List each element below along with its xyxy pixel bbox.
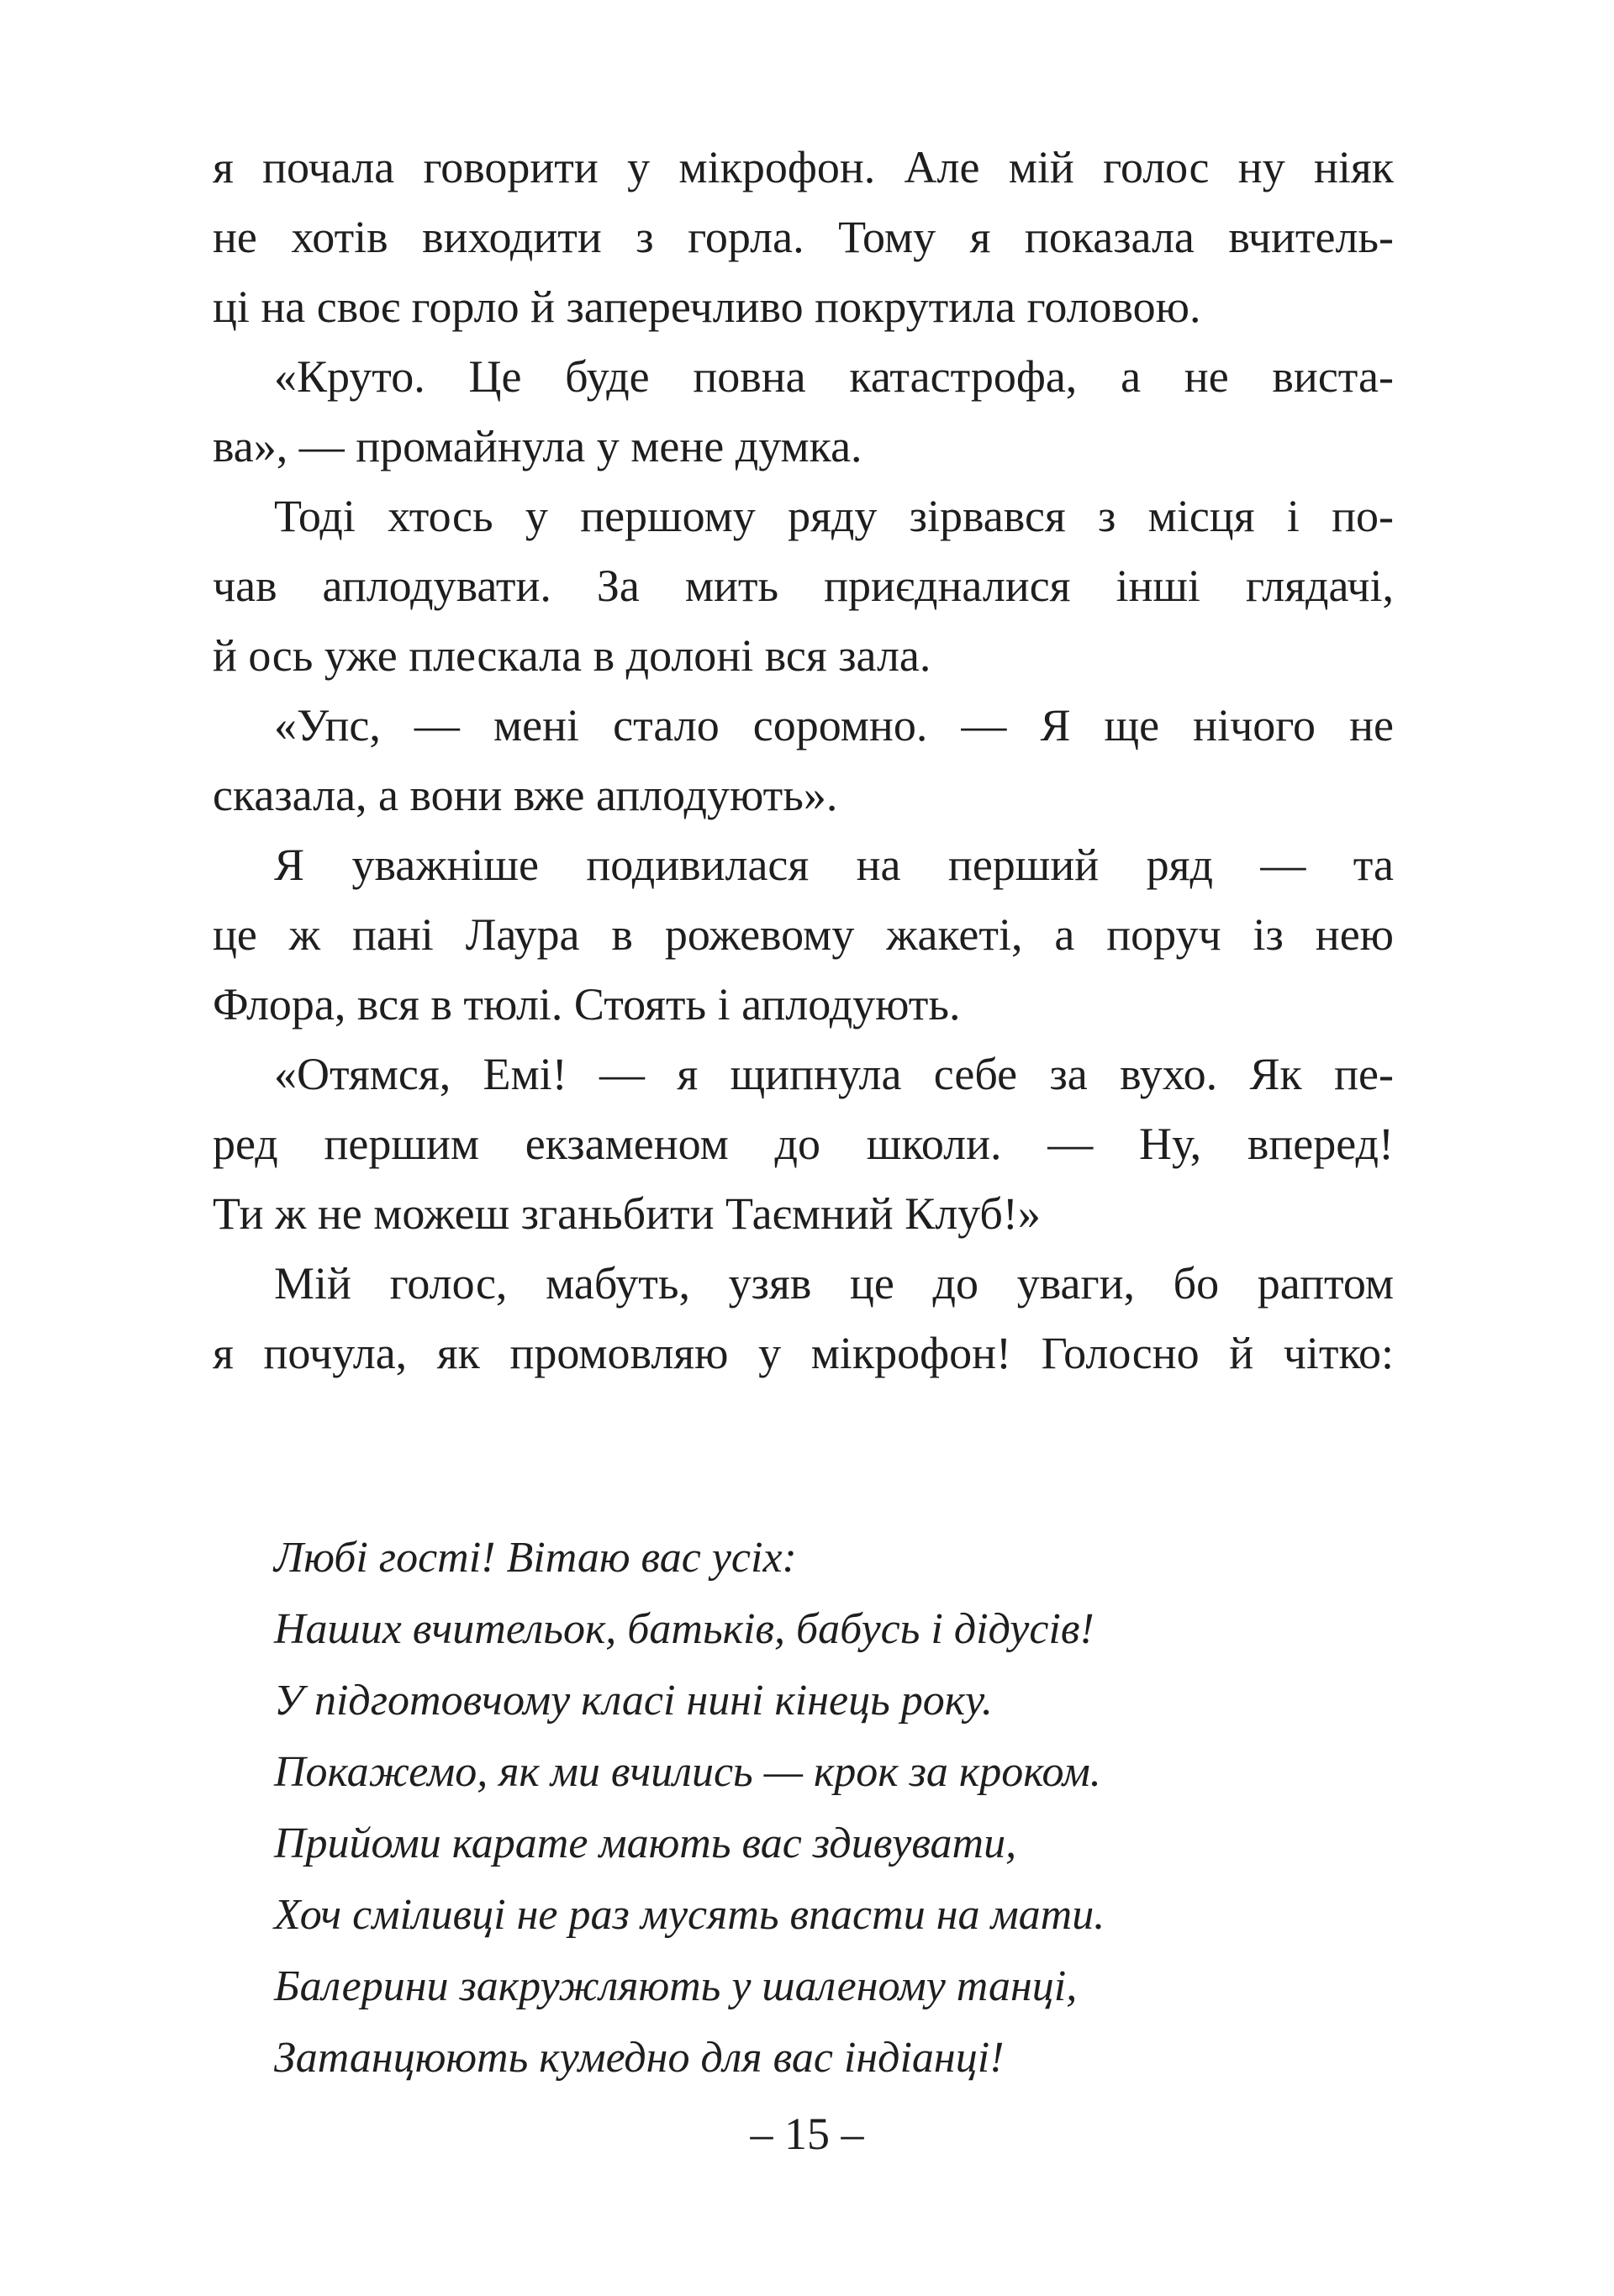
text-line: це ж пані Лаура в рожевому жакеті, а поруч із нею (213, 909, 1394, 960)
prose-text (213, 133, 1394, 1388)
text-line: чав аплодувати. За мить приєдналися інші глядачі, (213, 561, 1394, 611)
paragraph (213, 482, 1394, 691)
poem-line: Затанцюють кумедно для вас індіанці! (274, 2034, 1005, 2082)
text-line: Тоді хтось у першому ряду зірвався з місця і по- (274, 491, 1394, 541)
text-line: й ось уже плескала в долоні вся зала. (213, 630, 931, 681)
text-line: я почала говорити у мікрофон. Але мій голос ну ніяк (213, 142, 1394, 192)
poem-line: Балерини закружляють у шаленому танці, (274, 1962, 1078, 2010)
paragraph (213, 1040, 1394, 1249)
text-line: не хотів виходити з горла. Тому я показала вчитель- (213, 212, 1394, 262)
book-page-body (213, 133, 1394, 2093)
page-number: – 15 – (750, 2109, 864, 2159)
poem-line: Покажемо, як ми вчились — крок за кроком. (274, 1748, 1101, 1796)
text-line: Я уважніше подивилася на перший ряд — та (274, 840, 1394, 890)
poem-line: Прийоми карате мають вас здивувати, (274, 1819, 1017, 1867)
paragraph (213, 133, 1394, 342)
poem (213, 1522, 1394, 2093)
poem-line: Наших вчительок, батьків, бабусь і дідусів! (274, 1605, 1094, 1653)
text-line: ва», — промайнула у мене думка. (213, 421, 862, 471)
paragraph (213, 1249, 1394, 1388)
text-line: я почула, як промовляю у мікрофон! Голосно й чітко: (213, 1328, 1394, 1378)
poem-line: Любі гості! Вітаю вас усіх: (274, 1534, 797, 1582)
text-line: «Круто. Це буде повна катастрофа, а не виста- (274, 351, 1394, 402)
text-line: ред першим екзаменом до школи. — Ну, вперед! (213, 1119, 1394, 1169)
paragraph (213, 830, 1394, 1040)
text-line: «Упс, — мені стало соромно. — Я ще нічого не (274, 700, 1394, 750)
text-line: «Отямся, Емі! — я щипнула себе за вухо. Як пе- (274, 1049, 1394, 1099)
paragraph (213, 691, 1394, 830)
poem-line: Хоч сміливці не раз мусять впасти на мати. (274, 1891, 1105, 1939)
text-line: Мій голос, мабуть, узяв це до уваги, бо раптом (274, 1258, 1394, 1309)
text-line: сказала, а вони вже аплодують». (213, 770, 838, 820)
text-line: Флора, вся в тюлі. Стоять і аплодують. (213, 979, 961, 1030)
text-line: Ти ж не можеш зганьбити Таємний Клуб!» (213, 1188, 1041, 1239)
poem-line: У підготовчому класі нині кінець року. (274, 1677, 993, 1725)
paragraph (213, 342, 1394, 482)
text-line: ці на своє горло й заперечливо покрутила головою. (213, 282, 1201, 332)
